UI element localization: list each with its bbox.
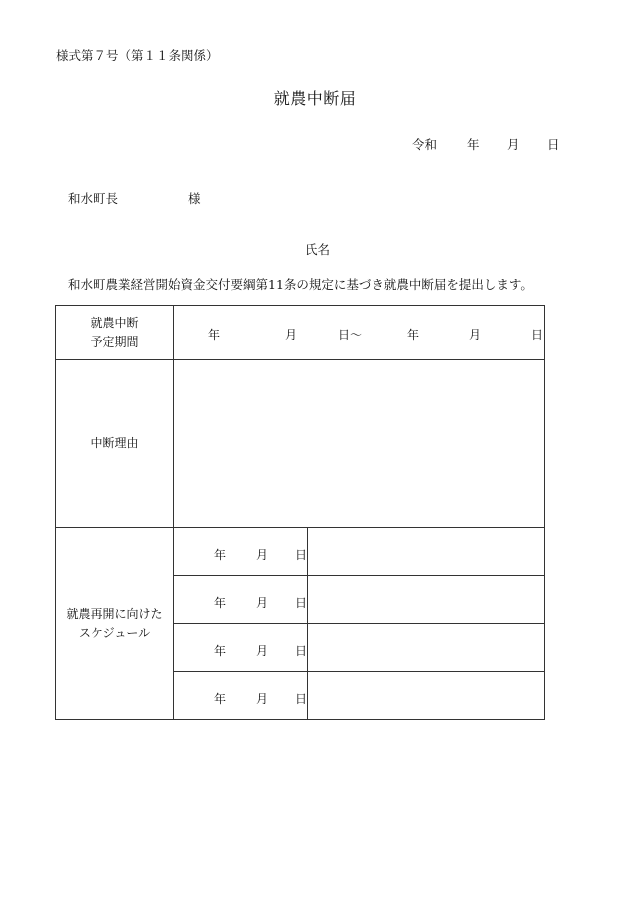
period-start-day: 日～ (338, 328, 363, 342)
period-label-line2: 予定期間 (90, 334, 139, 349)
schedule-year: 年 (214, 692, 227, 706)
schedule-label-line1: 就農再開に向けた (66, 606, 163, 621)
schedule-label-line2: スケジュール (78, 625, 151, 640)
date-month: 月 (507, 137, 520, 152)
schedule-date-cell[interactable] (174, 576, 308, 624)
period-end-month: 月 (469, 328, 482, 342)
schedule-day: 日 (295, 692, 308, 706)
schedule-label-cell (56, 528, 174, 720)
schedule-date-cell[interactable] (174, 672, 308, 720)
schedule-day: 日 (295, 548, 308, 562)
schedule-date-cell[interactable] (174, 624, 308, 672)
reason-label-cell (56, 360, 174, 528)
form-number: 様式第７号（第１１条関係） (56, 48, 219, 63)
form-table (55, 305, 545, 720)
schedule-month: 月 (256, 596, 269, 610)
reason-label: 中断理由 (90, 436, 139, 451)
period-start-year: 年 (208, 328, 221, 342)
schedule-content-cell[interactable] (308, 672, 545, 720)
period-value-cell[interactable] (174, 306, 545, 360)
schedule-month: 月 (256, 692, 269, 706)
addressee-honorific: 様 (188, 191, 201, 206)
schedule-day: 日 (295, 644, 308, 658)
date-year: 年 (467, 137, 480, 152)
period-end-year: 年 (407, 328, 420, 342)
schedule-row (56, 528, 545, 576)
schedule-year: 年 (214, 548, 227, 562)
schedule-month: 月 (256, 548, 269, 562)
applicant-name-label: 氏名 (305, 242, 331, 257)
schedule-content-cell[interactable] (308, 624, 545, 672)
addressee-name: 和水町長 (68, 191, 119, 206)
schedule-date-cell[interactable] (174, 528, 308, 576)
period-row (56, 306, 545, 360)
period-start-month: 月 (285, 328, 298, 342)
date-era: 令和 (412, 137, 438, 152)
reason-input-cell[interactable] (174, 360, 545, 528)
schedule-content-cell[interactable] (308, 576, 545, 624)
statement-text: 和水町農業経営開始資金交付要綱第11条の規定に基づき就農中断届を提出します。 (68, 277, 533, 292)
schedule-year: 年 (214, 644, 227, 658)
schedule-year: 年 (214, 596, 227, 610)
period-label-cell (56, 306, 174, 360)
date-day: 日 (547, 137, 560, 152)
reason-row (56, 360, 545, 528)
schedule-day: 日 (295, 596, 308, 610)
schedule-month: 月 (256, 644, 269, 658)
document-title: 就農中断届 (273, 89, 357, 108)
period-end-day: 日 (531, 328, 544, 342)
schedule-content-cell[interactable] (308, 528, 545, 576)
period-label-line1: 就農中断 (90, 315, 139, 330)
